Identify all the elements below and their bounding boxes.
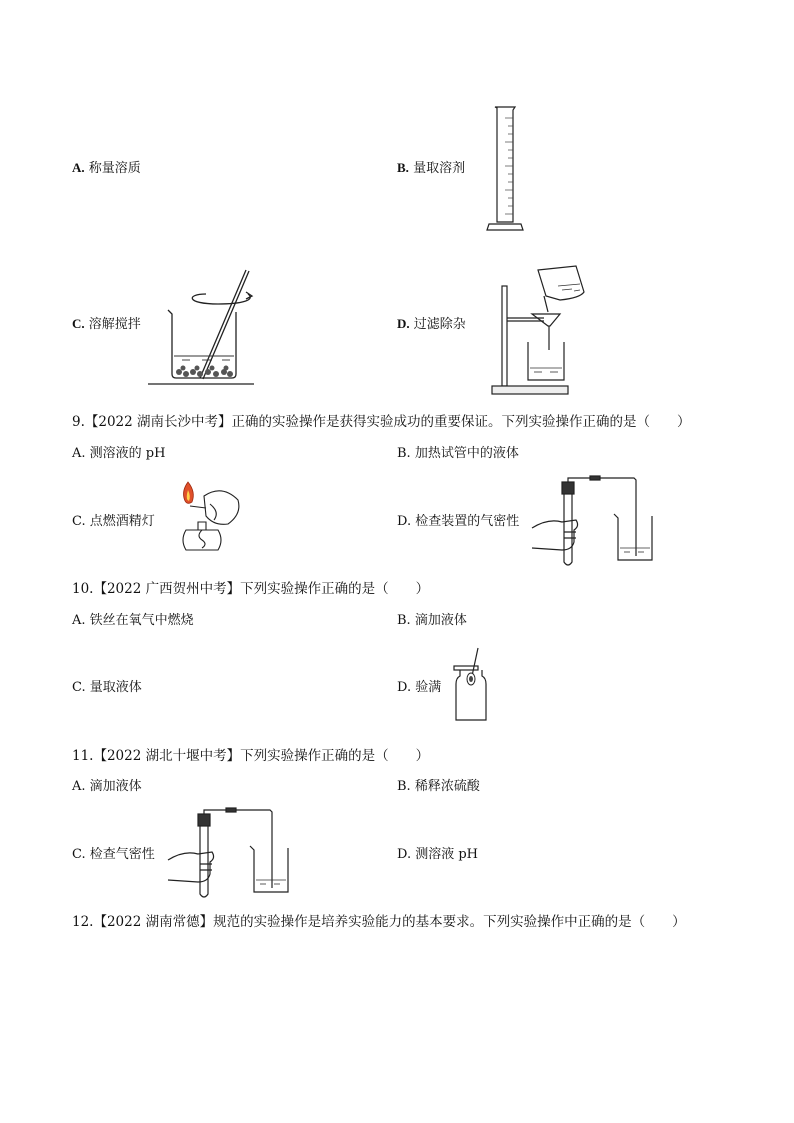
q11-option-a: A. 滴加液体 [72,779,142,794]
q8-option-d [397,316,466,333]
q11-option-b: B. 稀释浓硫酸 [397,779,480,794]
q10-option-c: C. 量取液体 [72,680,142,695]
option-text: 量取溶剂 [413,161,466,176]
option-text: 称量溶质 [88,161,141,176]
beaker-stirring-image [146,266,262,390]
q9-stem: 9.【2022 湖南长沙中考】正确的实验操作是获得实验成功的重要保证。下列实验操作正确的是（ ） [72,414,691,430]
q9-option-c: C. 点燃酒精灯 [72,514,155,529]
q8-option-c [72,316,141,333]
q8-option-b [397,160,465,177]
q10-option-d: D. 验满 [397,680,442,695]
q9-option-d: D. 检查装置的气密性 [397,514,520,529]
option-letter: B. [397,160,409,175]
filtration-setup-image [488,262,608,398]
q12-stem: 12.【2022 湖南常德】规范的实验操作是培养实验能力的基本要求。下列实验操作中正确的是（ ） [72,914,686,930]
q10-option-a: A. 铁丝在氧气中燃烧 [72,613,194,628]
q11-option-c: C. 检查气密性 [72,847,155,862]
q8-option-a [72,160,141,177]
airtightness-check-image [164,806,294,902]
option-text: 溶解搅拌 [88,317,141,332]
option-letter: C. [72,316,85,331]
q9-option-b: B. 加热试管中的液体 [397,446,519,461]
option-letter: D. [397,316,410,331]
q11-stem: 11.【2022 湖北十堰中考】下列实验操作正确的是（ ） [72,748,430,764]
airtightness-check-image [528,474,658,570]
q10-stem: 10.【2022 广西贺州中考】下列实验操作正确的是（ ） [72,581,430,597]
gas-bottle-splint-image [452,646,492,724]
q10-option-b: B. 滴加液体 [397,613,467,628]
option-text: 过滤除杂 [413,317,466,332]
alcohol-lamp-image [176,478,246,558]
graduated-cylinder-image [484,104,528,234]
q11-option-d: D. 测溶液 pH [397,847,479,862]
option-letter: A. [72,160,85,175]
q9-option-a: A. 测溶液的 pH [72,446,166,461]
